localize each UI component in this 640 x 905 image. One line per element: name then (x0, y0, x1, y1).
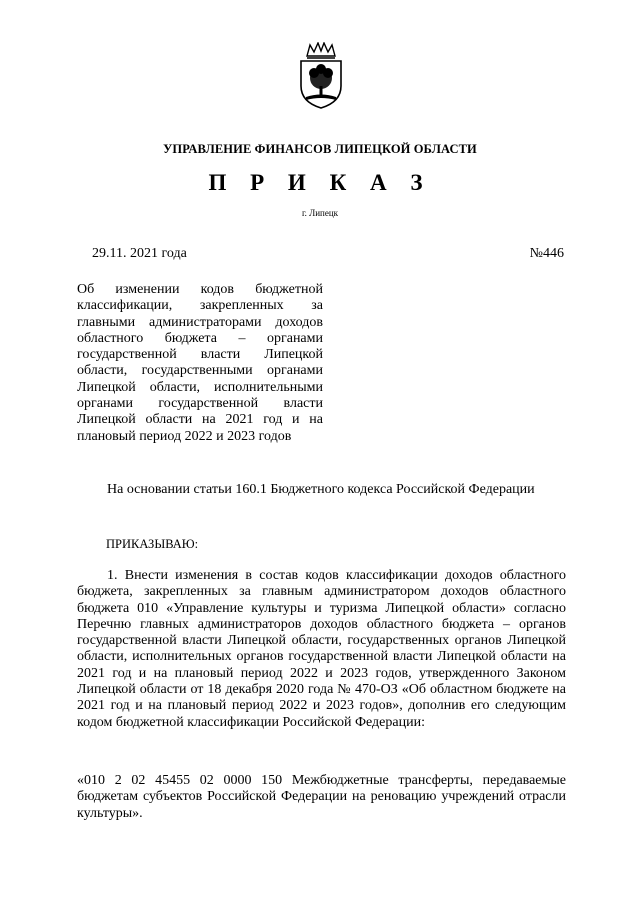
order-number: №446 (529, 246, 564, 261)
organization-name: УПРАВЛЕНИЕ ФИНАНСОВ ЛИПЕЦКОЙ ОБЛАСТИ (163, 142, 477, 156)
order-date: 29.11. 2021 года (92, 246, 187, 261)
order-word: ПРИКАЗЫВАЮ: (106, 537, 199, 551)
document-type-title: П Р И К А З (208, 170, 432, 195)
city-label: г. Липецк (301, 208, 339, 218)
coat-of-arms-icon (298, 42, 344, 110)
order-subject: Об изменении кодов бюджетной классификации, закрепленных за главными администраторами доходов областного бюджета – органами государственной власти Липецкой области, государственными органами Липецкой области, исполнительными органами государственной власти Липецкой области на 2021 год и на плановый период 2022 и 2023 годов (77, 282, 323, 444)
item-1-paragraph: 1. Внести изменения в состав кодов классификации доходов областного бюджета, закрепленных за главным администратором доходов областного бюджета 010 «Управление культуры и туризма Липецкой области» согласно Перечню главных администраторов доходов областного бюджета – органов государственной власти Липецкой области, государственных органов Липецкой области, исполнительных органов государственной власти Липецкой области на 2021 год и на плановый период 2022 и 2023 годов, утвержденного Законом Липецкой области от 18 декабря 2020 года № 470-ОЗ «Об областном бюджете на 2021 год и на плановый период 2022 и 2023 годов», дополнив его следующим кодом бюджетной классификации Российской Федерации: (77, 568, 566, 730)
legal-basis-paragraph: На основании статьи 160.1 Бюджетного кодекса Российской Федерации (107, 482, 535, 497)
budget-code-quote: «010 2 02 45455 02 0000 150 Межбюджетные трансферты, передаваемые бюджетам субъектов Российской Федерации на реновацию учреждений отрасли культуры». (77, 773, 566, 821)
